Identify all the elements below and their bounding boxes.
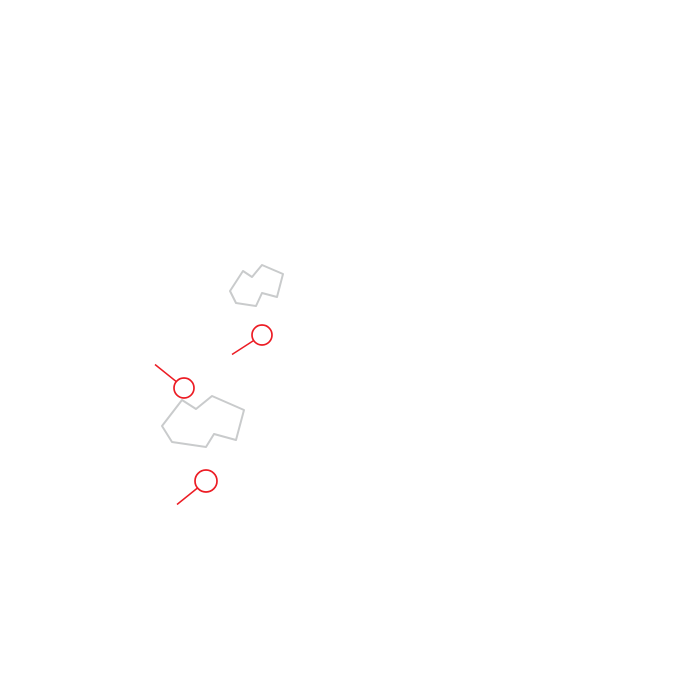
marker-a-leader xyxy=(155,365,176,382)
marker-r xyxy=(177,470,217,505)
brand-logo-watermark xyxy=(230,265,283,306)
marker-r-circle-icon xyxy=(195,470,217,492)
marker-b-circle-icon xyxy=(252,325,272,345)
watermark-group xyxy=(162,265,283,447)
reverse-profile-diagram xyxy=(177,470,217,505)
marker-a-circle-icon xyxy=(174,378,194,398)
marker-b xyxy=(232,325,272,355)
brand-logo-watermark xyxy=(162,396,244,447)
front-profile-diagram xyxy=(155,325,272,398)
marker-r-leader xyxy=(177,488,198,505)
marker-b-leader xyxy=(232,341,254,355)
marker-a xyxy=(155,365,194,399)
